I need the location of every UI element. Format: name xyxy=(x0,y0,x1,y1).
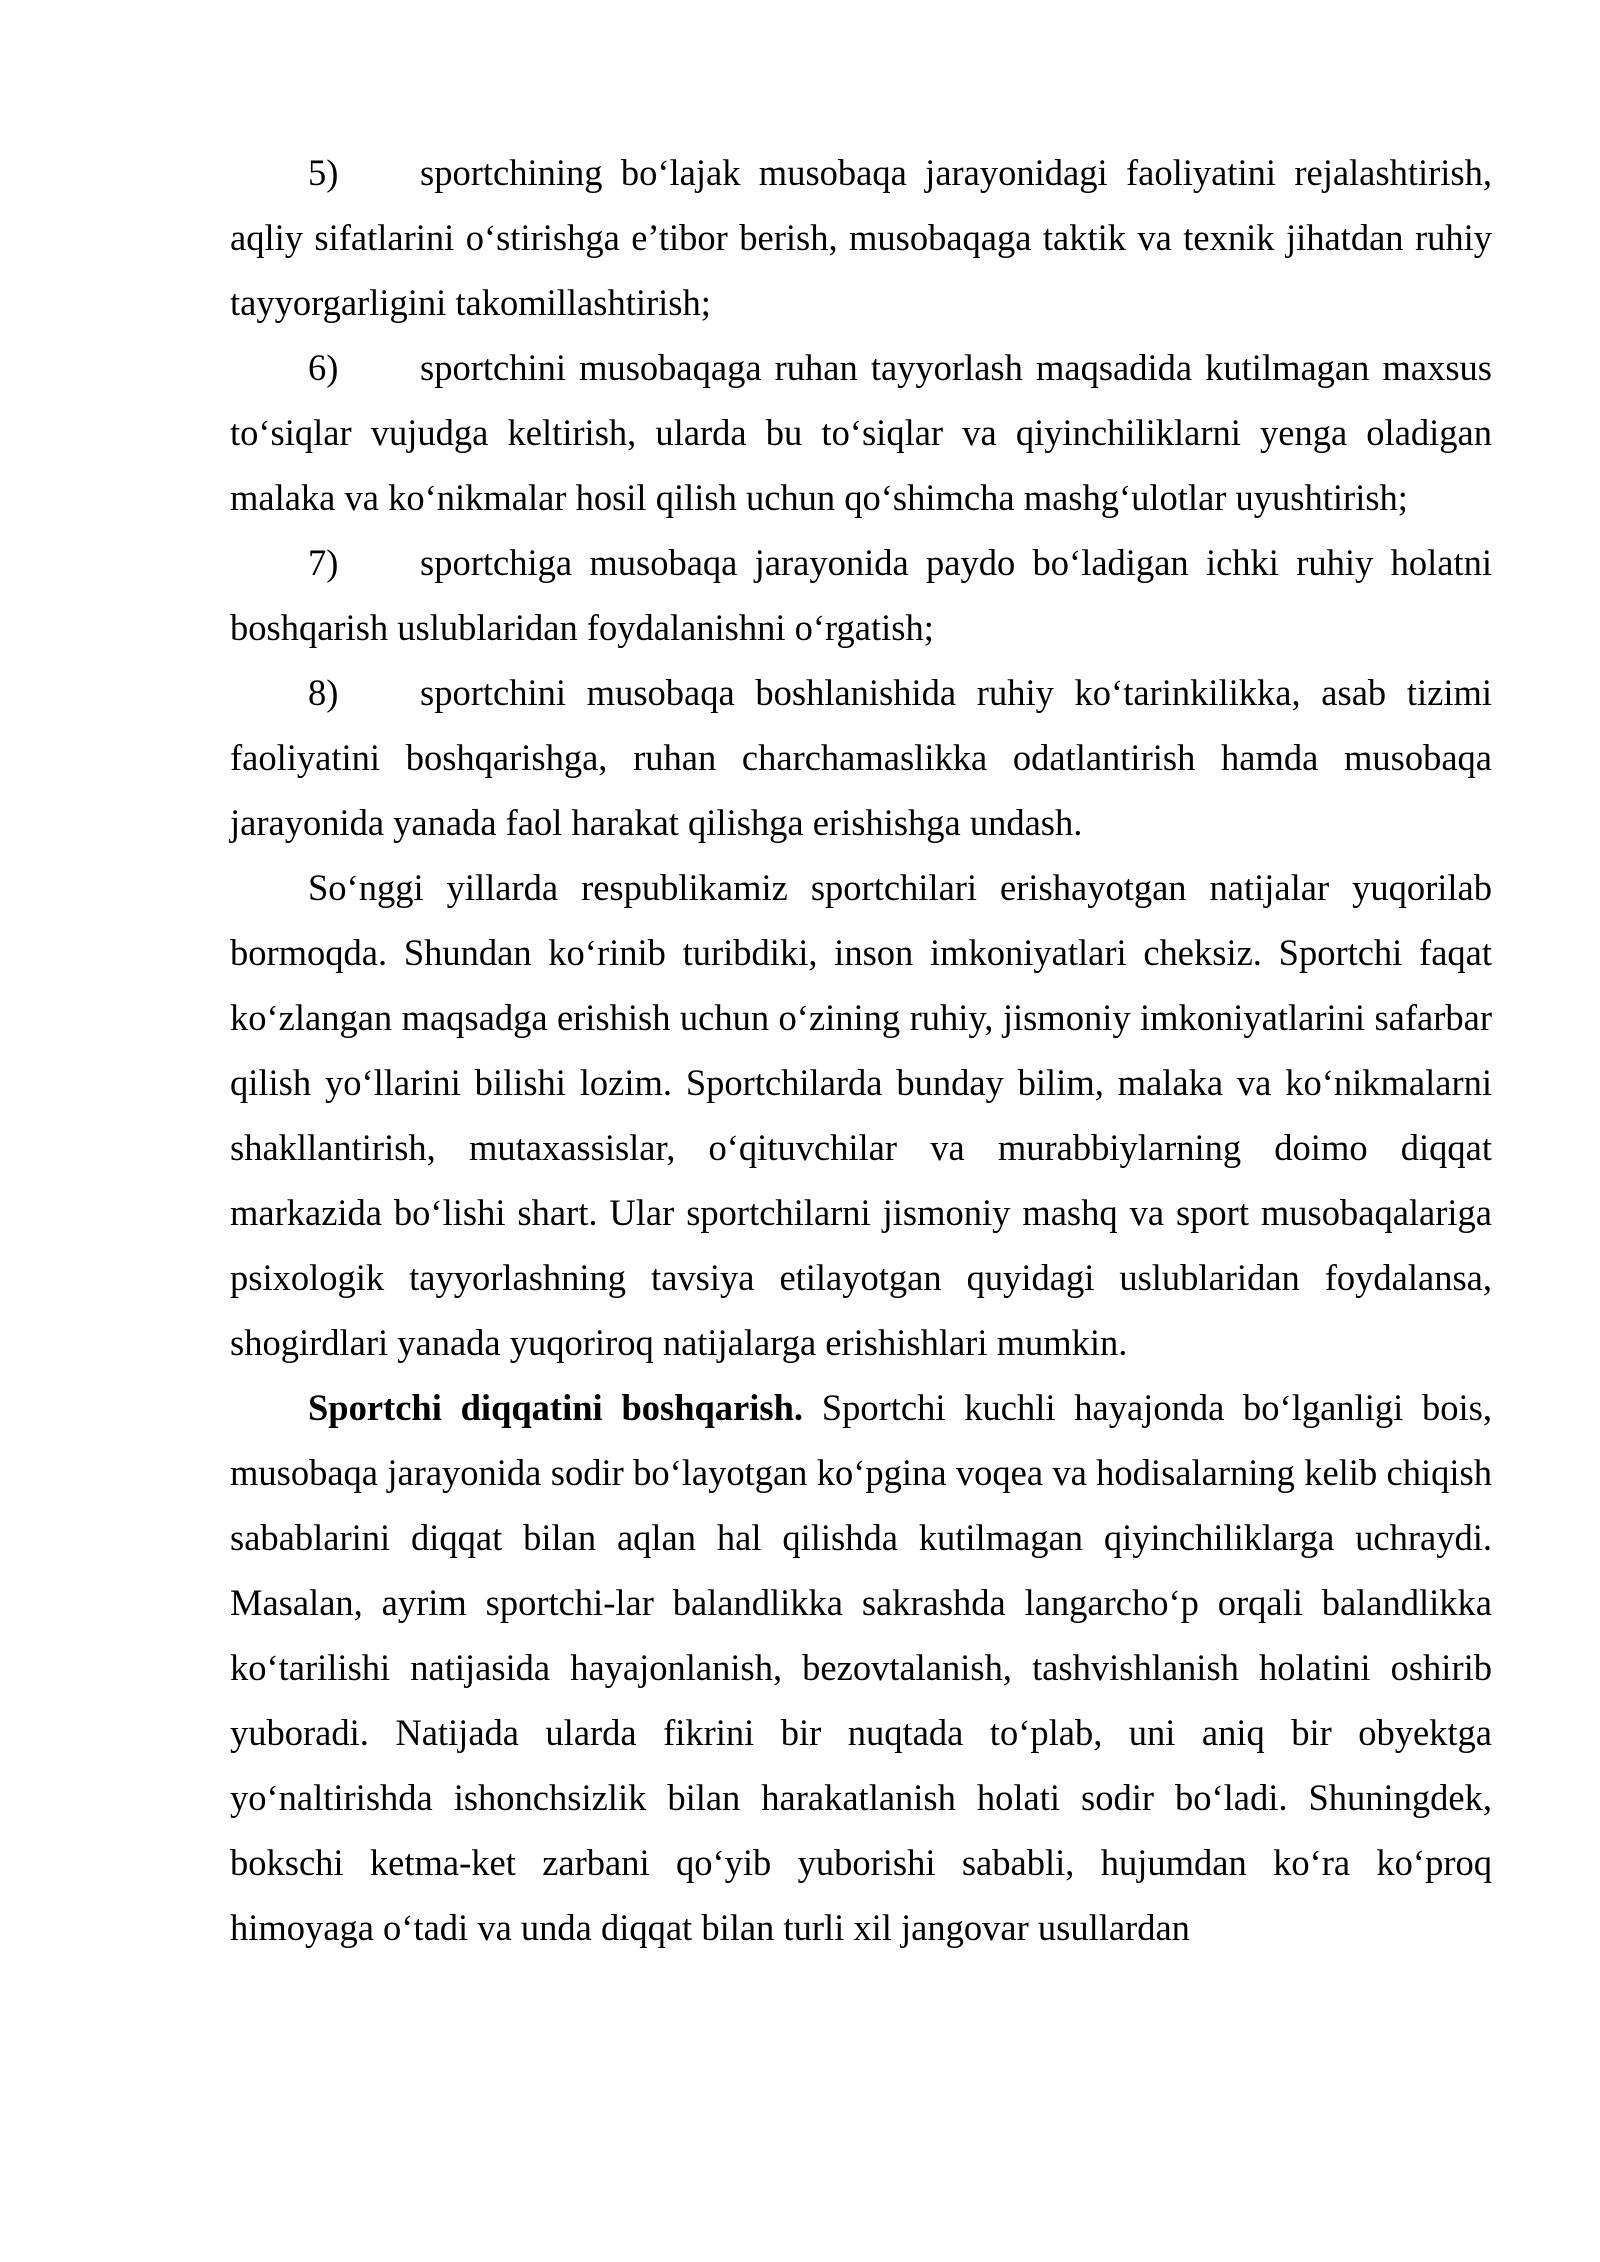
list-item-7 xyxy=(230,530,1492,660)
body-paragraph: So‘nggi yillarda respublikamiz sportchilari erishayotgan natijalar yuqorilab bormoqda. Shundan ko‘rinib turibdiki, inson imkoniyatlari cheksiz. Sportchi faqat ko‘zlangan maqsadga erishish uchun o‘zining ruhiy, jismoniy imkoniyatlarini safarbar qilish yo‘llarini bilishi lozim. Sportchilarda bunday bilim, malaka va ko‘nikmalarni shakllantirish, mutaxassislar, o‘qituvchilar va murabbiylarning doimo diqqat markazida bo‘lishi shart. Ular sportchilarni jismoniy mashq va sport musobaqalariga psixologik tayyorlashning tavsiya etilayotgan quyidagi uslublaridan foydalansa, shogirdlari yanada yuqoriroq natijalarga erishishlari mumkin. xyxy=(230,867,1492,1363)
list-number: 5) xyxy=(308,152,339,193)
list-number: 7) xyxy=(308,542,339,583)
paragraph-lead-heading: Sportchi diqqatini boshqarish. xyxy=(308,1387,804,1428)
document-page xyxy=(230,140,1492,1960)
list-item-text: sportchini musobaqaga ruhan tayyorlash maqsadida kutilmagan maxsus to‘siqlar vujudga keltirish, ularda bu to‘siqlar va qiyinchiliklarni yenga oladigan malaka va ko‘nikmalar hosil qilish uchun qo‘shimcha mashg‘ulotlar uyushtirish; xyxy=(230,347,1492,518)
body-paragraph-attention xyxy=(230,1375,1492,1960)
list-number: 6) xyxy=(308,347,339,388)
list-number: 8) xyxy=(308,672,339,713)
list-item-text: sportchini musobaqa boshlanishida ruhiy ko‘tarinkilikka, asab tizimi faoliyatini boshqarishga, ruhan charchamaslikka odatlantirish hamda musobaqa jarayonida yanada faol harakat qilishga erishishga undash. xyxy=(230,672,1492,843)
paragraph-text: Sportchi kuchli hayajonda bo‘lganligi bois, musobaqa jarayonida sodir bo‘layotgan ko‘pgina voqea va hodisalarning kelib chiqish sabablarini diqqat bilan aqlan hal qilishda kutilmagan qiyinchiliklarga uchraydi. Masalan, ayrim sportchi-lar balandlikka sakrashda langarcho‘p orqali balandlikka ko‘tarilishi natijasida hayajonlanish, bezovtalanish, tashvishlanish holatini oshirib yuboradi. Natijada ularda fikrini bir nuqtada to‘plab, uni aniq bir obyektga yo‘naltirishda ishonchsizlik bilan harakatlanish holati sodir bo‘ladi. Shuningdek, bokschi ketma-ket zarbani qo‘yib yuborishi sababli, hujumdan ko‘ra ko‘proq himoyaga o‘tadi va unda diqqat bilan turli xil jangovar usullardan xyxy=(230,1387,1492,1948)
list-item-text: sportchining bo‘lajak musobaqa jarayonidagi faoliyatini rejalashtirish, aqliy sifatlarini o‘stirishga e’tibor berish, musobaqaga taktik va texnik jihatdan ruhiy tayyorgarligini takomillashtirish; xyxy=(230,152,1492,323)
list-item-8 xyxy=(230,660,1492,855)
list-item-text: sportchiga musobaqa jarayonida paydo bo‘ladigan ichki ruhiy holatni boshqarish uslublaridan foydalanishni o‘rgatish; xyxy=(230,542,1492,648)
list-item-5 xyxy=(230,140,1492,335)
list-item-6 xyxy=(230,335,1492,530)
